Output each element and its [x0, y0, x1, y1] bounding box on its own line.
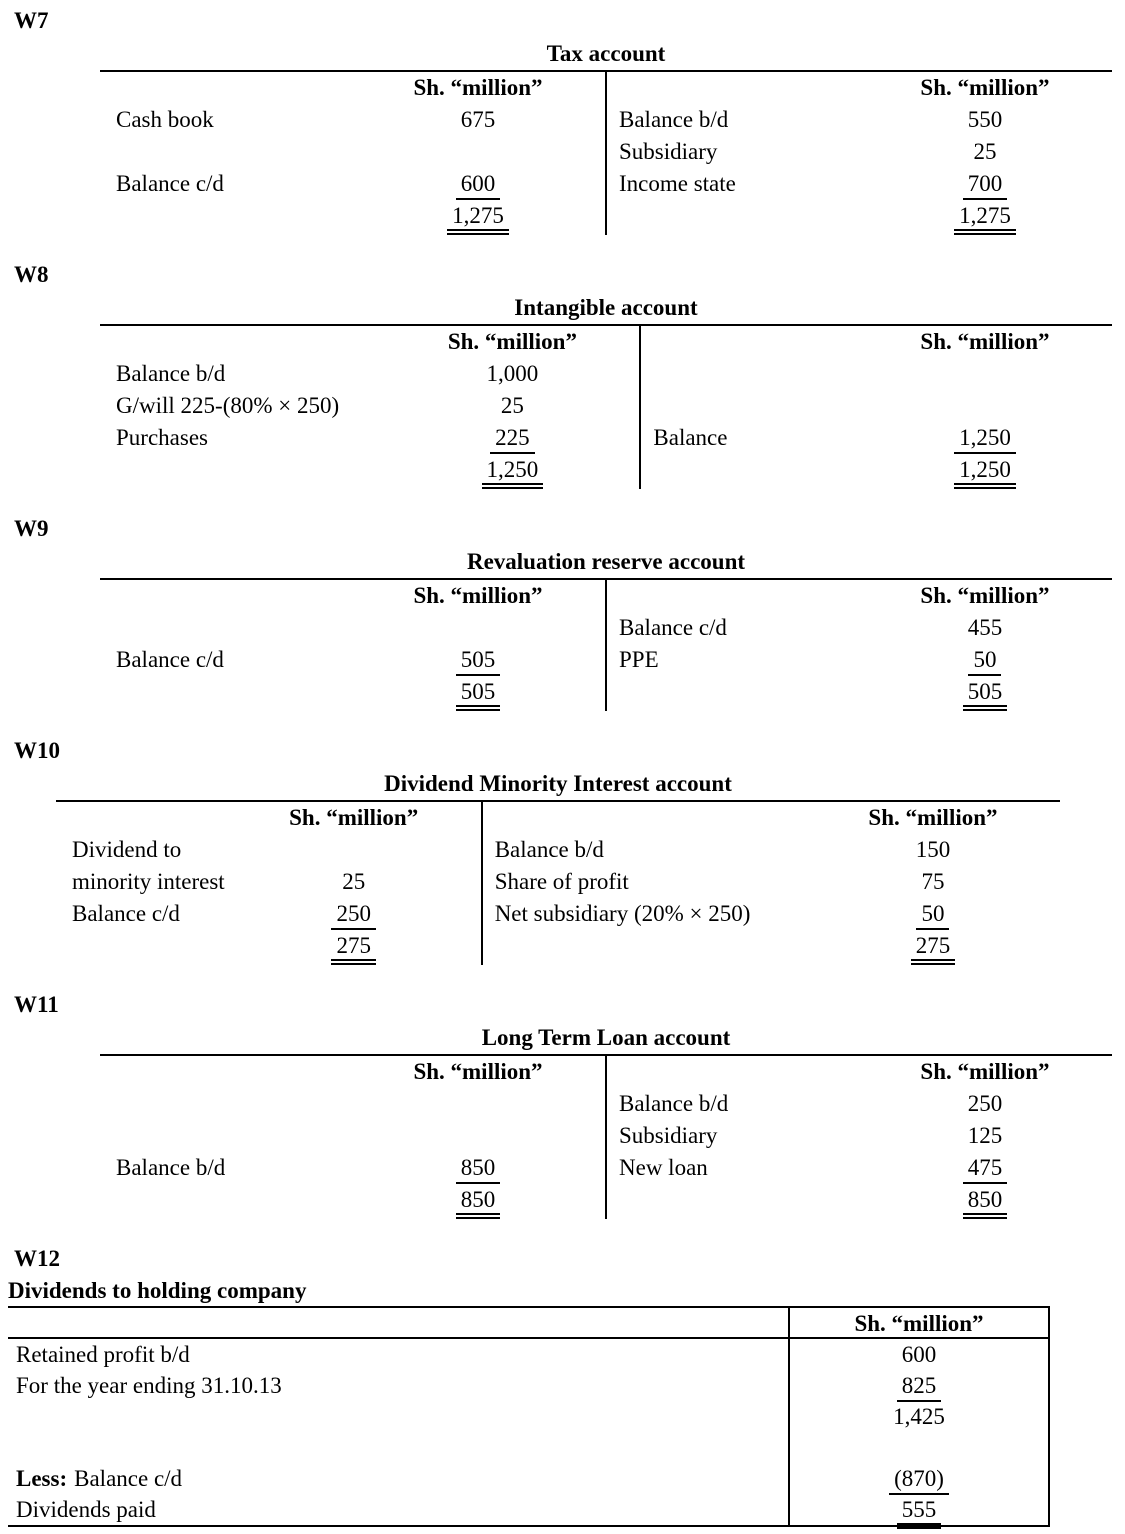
- amount: 550: [967, 107, 1003, 132]
- entry-amount: [788, 1339, 1050, 1370]
- total-row: [100, 454, 639, 486]
- column-header: Sh. “million”: [413, 75, 543, 100]
- entry-amount: [833, 834, 1033, 866]
- entry-label: For the year ending 31.10.13: [16, 1373, 282, 1398]
- ledger-row: [607, 644, 1112, 676]
- account-title: Dividend Minority Interest account: [56, 768, 1060, 802]
- working-id: W10: [14, 738, 60, 763]
- total-row: [607, 200, 1112, 232]
- entry-amount: [412, 390, 612, 422]
- spacer: [607, 72, 885, 104]
- amount: 150: [915, 837, 951, 862]
- amount: 850: [456, 1154, 501, 1184]
- total-row: [641, 454, 1112, 486]
- ledger-row: [56, 866, 481, 898]
- entry-amount: [885, 200, 1085, 232]
- ledger-row: [100, 358, 639, 390]
- entry-label: Balance b/d: [619, 107, 729, 132]
- entry-label: [483, 930, 833, 962]
- entry-label: Dividend to: [72, 837, 182, 862]
- column-header: Sh. “million”: [289, 805, 419, 830]
- entry-amount: [378, 1088, 578, 1120]
- account-title: Revaluation reserve account: [100, 546, 1112, 580]
- less-prefix: Less:: [16, 1466, 68, 1491]
- entry-amount: [885, 358, 1085, 390]
- amount: 1,275: [954, 203, 1016, 235]
- working-w7: [6, 6, 1117, 235]
- entry-amount: [885, 1120, 1085, 1152]
- ledger-row: [100, 104, 605, 136]
- entry-amount: [885, 104, 1085, 136]
- amount: 1,250: [954, 424, 1016, 454]
- entry-amount: [254, 930, 454, 962]
- entry-label: [607, 676, 885, 708]
- entry-amount: [254, 898, 454, 930]
- header-row: [607, 580, 1112, 612]
- entry-label: G/will 225-(80% × 250): [116, 393, 340, 418]
- entry-label: Dividends paid: [16, 1497, 156, 1522]
- entry-label: Balance: [653, 425, 728, 450]
- amount: 475: [963, 1154, 1008, 1184]
- t-account-body: [100, 580, 1112, 711]
- total-row: [607, 1184, 1112, 1216]
- ledger-row: [100, 644, 605, 676]
- long-term-loan-table: [100, 1022, 1112, 1219]
- amount: 25: [342, 869, 366, 894]
- entry-amount: [833, 866, 1033, 898]
- amount: 25: [500, 393, 524, 418]
- credit-side: [641, 326, 1112, 489]
- ledger-row: [483, 834, 1060, 866]
- entry-label: [56, 930, 254, 962]
- entry-label-text: Balance c/d: [74, 1466, 183, 1491]
- total-row: [100, 200, 605, 232]
- amount: 505: [456, 646, 501, 676]
- amount: 75: [921, 869, 945, 894]
- revaluation-reserve-table: [100, 546, 1112, 711]
- column-header: Sh. “million”: [413, 583, 543, 608]
- ledger-row: [100, 1088, 605, 1120]
- amount: 250: [331, 900, 376, 930]
- header-row: [100, 72, 605, 104]
- statement-row: [8, 1432, 1050, 1463]
- amount: 505: [456, 679, 501, 711]
- account-title: Tax account: [100, 38, 1112, 72]
- column-header: Sh. “million”: [920, 329, 1050, 354]
- amount: 1,000: [486, 361, 539, 386]
- spacer: [56, 802, 254, 834]
- column-header: Sh. “million”: [788, 1308, 1050, 1337]
- ledger-row: [607, 1152, 1112, 1184]
- entry-label: minority interest: [72, 869, 225, 894]
- working-id: W11: [14, 992, 59, 1017]
- entry-amount: [885, 676, 1085, 708]
- entry-amount: [833, 898, 1033, 930]
- entry-label: Net subsidiary (20% × 250): [494, 901, 751, 926]
- working-id: W8: [14, 262, 49, 287]
- entry-amount: [378, 644, 578, 676]
- total-row: [100, 1184, 605, 1216]
- column-header: Sh. “million”: [868, 805, 998, 830]
- amount: 1,275: [447, 203, 509, 235]
- entry-label: Income state: [619, 171, 736, 196]
- entry-label: Retained profit b/d: [16, 1342, 190, 1367]
- amount: 455: [967, 615, 1003, 640]
- ledger-row: [483, 866, 1060, 898]
- entry-label: [100, 200, 378, 232]
- entry-label: Balance c/d: [116, 647, 224, 672]
- entry-amount: [378, 136, 578, 168]
- header-row: [100, 580, 605, 612]
- amount: 275: [911, 933, 956, 965]
- working-w8: [6, 260, 1117, 489]
- debit-side: [100, 580, 607, 711]
- working-w10: [6, 736, 1117, 965]
- entry-amount: [378, 676, 578, 708]
- ledger-row: [100, 390, 639, 422]
- amount: 505: [963, 679, 1008, 711]
- dividend-minority-interest-table: [56, 768, 1060, 965]
- header-row: [100, 326, 639, 358]
- ledger-row: [607, 1088, 1112, 1120]
- ledger-row: [641, 422, 1112, 454]
- entry-amount: [885, 1088, 1085, 1120]
- ledger-row: [100, 422, 639, 454]
- statement-row: [8, 1401, 1050, 1432]
- entry-label: PPE: [619, 647, 659, 672]
- entry-label: [100, 136, 378, 168]
- debit-side: [56, 802, 483, 965]
- entry-label: [100, 612, 378, 644]
- intangible-account-table: [100, 292, 1112, 489]
- credit-side: [607, 1056, 1112, 1219]
- amount: 250: [967, 1091, 1003, 1116]
- debit-side: [100, 72, 607, 235]
- ledger-row: [100, 1120, 605, 1152]
- entry-label: Balance c/d: [72, 901, 180, 926]
- ledger-row: [56, 898, 481, 930]
- working-id: W12: [14, 1246, 60, 1271]
- spacer: [641, 326, 885, 358]
- entry-amount: [885, 1152, 1085, 1184]
- ledger-row: [641, 390, 1112, 422]
- ledger-row: [607, 168, 1112, 200]
- amount: 1,425: [893, 1404, 945, 1429]
- t-account-body: [100, 326, 1112, 489]
- entry-label: [100, 1088, 378, 1120]
- credit-side: [607, 72, 1112, 235]
- statement-row: [8, 1339, 1050, 1370]
- entry-amount: [788, 1432, 1050, 1463]
- ledger-row: [607, 612, 1112, 644]
- entry-amount: [412, 454, 612, 486]
- entry-amount: [885, 390, 1085, 422]
- column-header: Sh. “million”: [920, 75, 1050, 100]
- ledger-row: [607, 136, 1112, 168]
- entry-amount: [412, 358, 612, 390]
- spacer: [100, 72, 378, 104]
- amount: 850: [456, 1187, 501, 1219]
- spacer: [100, 326, 412, 358]
- entry-label: [641, 390, 885, 422]
- entry-amount: [885, 168, 1085, 200]
- entry-label: [8, 1401, 788, 1432]
- entry-amount: [885, 454, 1085, 486]
- spacer: [100, 580, 378, 612]
- header-row: [100, 1056, 605, 1088]
- header-row: [56, 802, 481, 834]
- header-row: [607, 72, 1112, 104]
- entry-amount: [885, 422, 1085, 454]
- amount: 50: [916, 900, 949, 930]
- column-header: Sh. “million”: [920, 583, 1050, 608]
- working-id: W9: [14, 516, 49, 541]
- entry-amount: [788, 1494, 1050, 1525]
- entry-amount: [254, 866, 454, 898]
- amount: 700: [963, 170, 1008, 200]
- amount: 600: [901, 1342, 937, 1367]
- amount: 600: [456, 170, 501, 200]
- entry-label: [100, 454, 412, 486]
- entry-label: [100, 676, 378, 708]
- working-w12: [6, 1244, 1117, 1527]
- ledger-row: [100, 136, 605, 168]
- t-account-body: [100, 72, 1112, 235]
- debit-side: [100, 326, 641, 489]
- ledger-row: [100, 168, 605, 200]
- entry-amount: [378, 1152, 578, 1184]
- entry-label: [8, 1432, 788, 1463]
- working-id: W7: [14, 8, 49, 33]
- amount: 275: [331, 933, 376, 965]
- spacer: [8, 1308, 788, 1337]
- entry-label: Balance b/d: [494, 837, 604, 862]
- ledger-row: [641, 358, 1112, 390]
- column-header: Sh. “million”: [413, 1059, 543, 1084]
- account-title: Intangible account: [100, 292, 1112, 326]
- entry-label: [8, 1463, 788, 1494]
- entry-amount: [378, 612, 578, 644]
- spacer: [483, 802, 833, 834]
- amount: (870): [889, 1465, 949, 1495]
- credit-side: [607, 580, 1112, 711]
- entry-amount: [378, 104, 578, 136]
- working-w9: [6, 514, 1117, 711]
- total-row: [56, 930, 481, 962]
- ledger-row: [100, 1152, 605, 1184]
- entry-amount: [885, 136, 1085, 168]
- account-title: Long Term Loan account: [100, 1022, 1112, 1056]
- working-w11: [6, 990, 1117, 1219]
- ledger-row: [100, 612, 605, 644]
- dividends-statement-table: [8, 1306, 1050, 1527]
- entry-label: [100, 1184, 378, 1216]
- entry-label: [641, 358, 885, 390]
- entry-label: Balance b/d: [116, 1155, 226, 1180]
- entry-label: Cash book: [116, 107, 214, 132]
- amount: 825: [897, 1372, 942, 1402]
- tax-account-table: [100, 38, 1112, 235]
- entry-label: Balance c/d: [619, 615, 727, 640]
- entry-label: Balance c/d: [116, 171, 224, 196]
- ledger-row: [607, 1120, 1112, 1152]
- entry-label: [100, 1120, 378, 1152]
- total-row: [100, 676, 605, 708]
- entry-amount: [788, 1401, 1050, 1432]
- header-row: [607, 1056, 1112, 1088]
- amount: 675: [460, 107, 496, 132]
- amount: 850: [963, 1187, 1008, 1219]
- entry-amount: [378, 168, 578, 200]
- entry-label: New loan: [619, 1155, 708, 1180]
- column-header: Sh. “million”: [920, 1059, 1050, 1084]
- entry-amount: [254, 834, 454, 866]
- header-row: [641, 326, 1112, 358]
- t-account-body: [100, 1056, 1112, 1219]
- statement-row: [8, 1463, 1050, 1494]
- debit-side: [100, 1056, 607, 1219]
- ledger-row: [607, 104, 1112, 136]
- entry-amount: [412, 422, 612, 454]
- entry-label: Share of profit: [494, 869, 629, 894]
- table-subtitle: Dividends to holding company: [8, 1278, 307, 1303]
- entry-amount: [378, 1184, 578, 1216]
- entry-label: Subsidiary: [619, 1123, 718, 1148]
- credit-side: [483, 802, 1060, 965]
- entry-label: [607, 1184, 885, 1216]
- entry-amount: [885, 644, 1085, 676]
- entry-amount: [885, 612, 1085, 644]
- entry-label: [641, 454, 885, 486]
- header-row: [483, 802, 1060, 834]
- t-account-body: [56, 802, 1060, 965]
- amount: 25: [973, 139, 997, 164]
- total-row: [607, 676, 1112, 708]
- statement-row: [8, 1370, 1050, 1401]
- amount: 50: [968, 646, 1001, 676]
- spacer: [607, 1056, 885, 1088]
- spacer: [100, 1056, 378, 1088]
- amount: 555: [897, 1497, 942, 1529]
- entry-label: Balance b/d: [116, 361, 226, 386]
- statement-row: [8, 1494, 1050, 1525]
- entry-amount: [788, 1370, 1050, 1401]
- ledger-row: [56, 834, 481, 866]
- entry-label: [607, 200, 885, 232]
- amount: 1,250: [954, 457, 1016, 489]
- amount: 1,250: [482, 457, 544, 489]
- ledger-row: [483, 898, 1060, 930]
- entry-label: Balance b/d: [619, 1091, 729, 1116]
- column-header: Sh. “million”: [447, 329, 577, 354]
- entry-label: Purchases: [116, 425, 208, 450]
- header-row: [8, 1308, 1050, 1339]
- total-row: [483, 930, 1060, 962]
- entry-amount: [833, 930, 1033, 962]
- entry-amount: [378, 1120, 578, 1152]
- entry-amount: [378, 200, 578, 232]
- entry-amount: [788, 1463, 1050, 1494]
- amount: 225: [490, 424, 535, 454]
- amount: 125: [967, 1123, 1003, 1148]
- entry-label: Subsidiary: [619, 139, 718, 164]
- entry-amount: [885, 1184, 1085, 1216]
- spacer: [607, 580, 885, 612]
